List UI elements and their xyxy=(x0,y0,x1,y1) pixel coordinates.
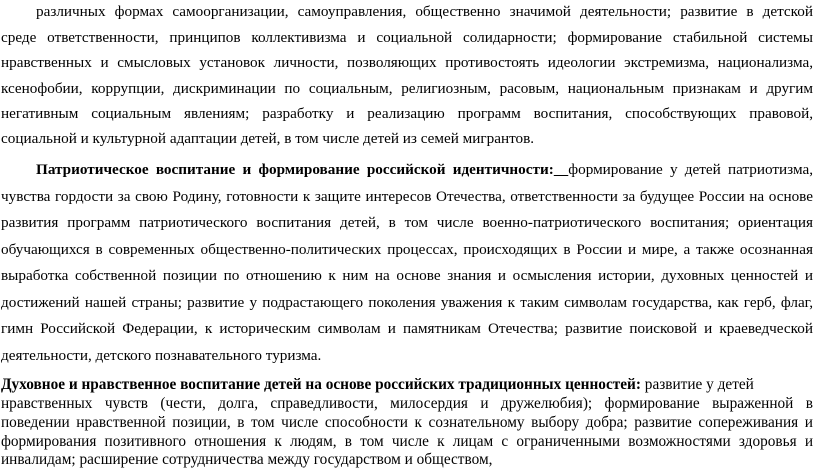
text-line: среде ответственности, принципов коллективизма и социальной солидарности; формирование стабильной системы xyxy=(1,28,813,46)
text-line: формирования позитивного отношения к людям, в том числе к лицам с ограниченными возможностями здоровья и xyxy=(1,433,813,450)
section-heading: Патриотическое воспитание и формирование российской идентичности: xyxy=(36,161,554,178)
text-line: инвалидам; расширение сотрудничества между государством и обществом, xyxy=(1,451,493,468)
text-line: выработка собственной позиции по отношению к ним на основе знания и осмысления истории, духовных ценностей и xyxy=(1,267,813,284)
section-first-line-text: формирование у детей патриотизма, xyxy=(568,161,813,178)
text-line: достижений нашей страны; развитие у подрастающего поколения уважения к таким символам государства, как герб, флаг, xyxy=(1,294,813,311)
section-first-line xyxy=(1,377,813,393)
text-line: поведении нравственной позиции, в том числе способности к сознательному выбору добра; развитие сопереживания и xyxy=(1,414,813,431)
section-first-line xyxy=(36,161,813,179)
text-line: нравственных и смысловых установок личности, позволяющих противостоять идеологии экстремизма, национализма, xyxy=(1,54,813,71)
text-line: гимн Российской Федерации, к историческим символам и памятникам Отечества; развитие поисковой и краеведческой xyxy=(1,320,813,337)
text-line: деятельности, детского познавательного туризма. xyxy=(1,347,322,364)
section-first-line-text: развитие у детей xyxy=(640,376,754,393)
text-line: нравственных чувств (чести, долга, справедливости, милосердия и дружелюбия); формирование выраженной в xyxy=(1,395,813,412)
section-heading: Духовное и нравственное воспитание детей на основе российских традиционных ценностей: xyxy=(1,376,641,393)
text-line: различных формах самоорганизации, самоуправления, общественно значимой деятельности; развитие в детской xyxy=(36,3,813,20)
text-line: негативным социальным явлениям; разработку и реализацию программ воспитания, способствующих правовой, xyxy=(1,105,813,122)
text-line: социальной и культурной адаптации детей, в том числе детей из семей мигрантов. xyxy=(1,130,535,147)
text-line: развития программ патриотического воспитания детей, в том числе военно-патриотического воспитания; ориентация xyxy=(1,214,813,231)
text-line: чувства гордости за свою Родину, готовности к защите интересов Отечества, ответственности за будущее России на основе xyxy=(1,188,813,205)
heading-underscore xyxy=(554,161,568,178)
text-line: обучающихся в современных общественно-политических процессах, происходящих в России и мире, а также осознанная xyxy=(1,241,813,258)
text-line: ксенофобии, коррупции, дискриминации по социальным, религиозным, расовым, национальным признакам и другим xyxy=(1,79,813,97)
